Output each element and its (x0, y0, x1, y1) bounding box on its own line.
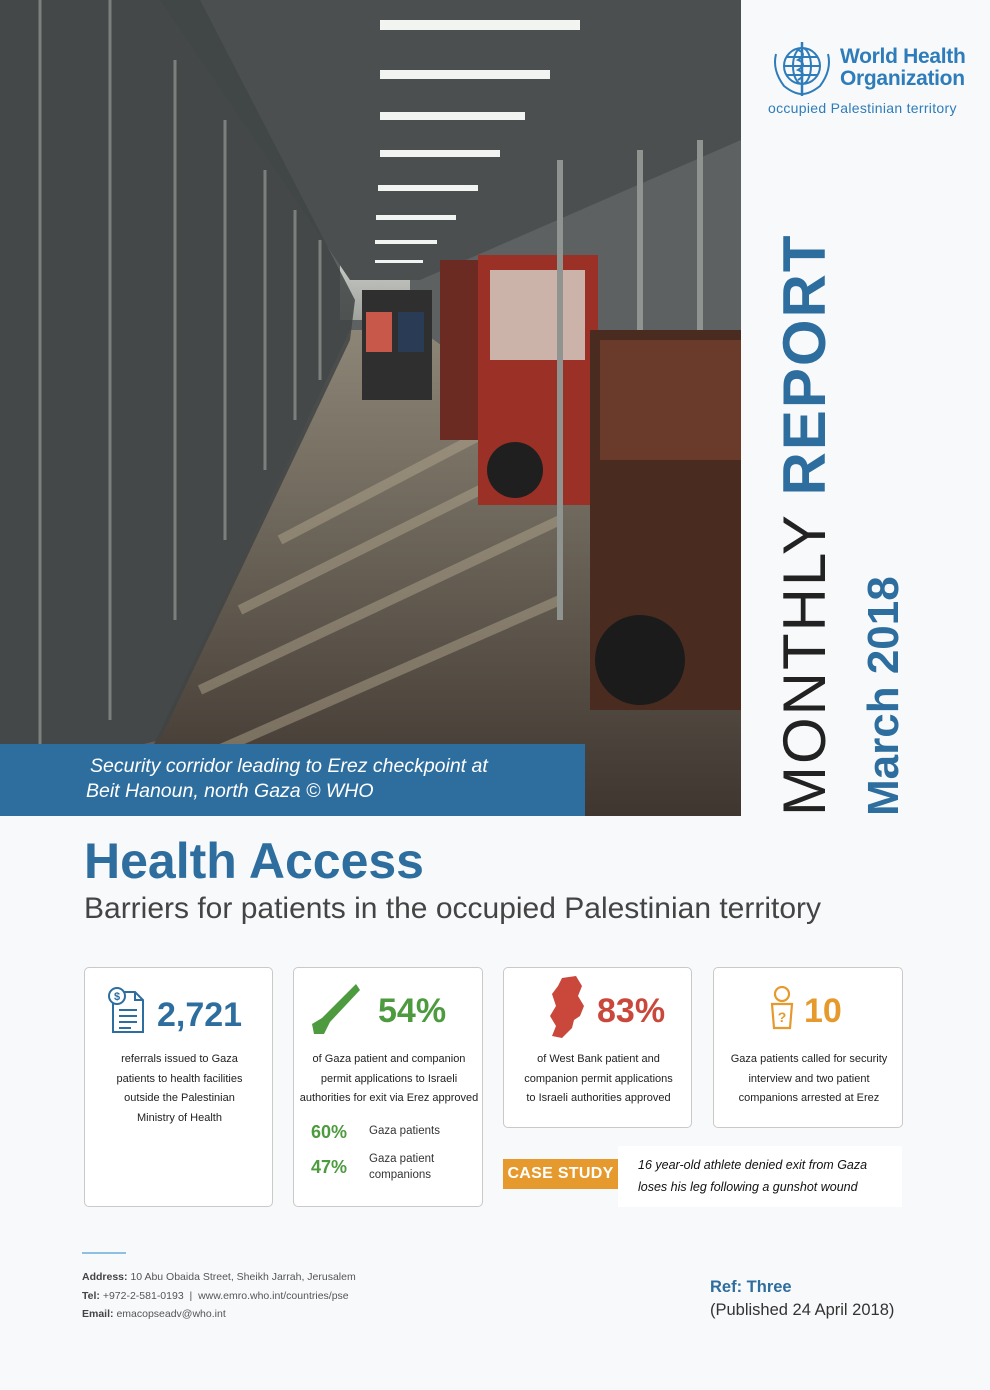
page-subtitle: Barriers for patients in the occupied Palestinian territory (84, 892, 822, 925)
breakdown-label: Gaza patients (369, 1125, 440, 1137)
report-word: REPORT (771, 233, 838, 496)
caption-line-2: Beit Hanoun, north Gaza © WHO (86, 780, 374, 802)
stat-card-referrals (84, 967, 273, 1207)
stat-value: 10 (804, 992, 842, 1030)
report-reference: Ref: Three (710, 1278, 792, 1296)
photo-caption (0, 744, 585, 816)
footer-tel: Tel: +972-2-581-0193 | www.emro.who.int/countries/pse (82, 1290, 349, 1302)
stat-value: 54% (378, 992, 447, 1030)
gaza-map-icon (310, 982, 362, 1043)
breakdown-label: Gaza patient companions (369, 1153, 435, 1181)
svg-text:?: ? (777, 1009, 787, 1025)
report-date: March 2018 (859, 576, 908, 816)
document-money-icon (107, 986, 147, 1041)
who-name-line-2: Organization (840, 67, 965, 90)
monthly-word: MONTHLY (771, 514, 838, 816)
svg-text:$: $ (113, 991, 121, 1003)
breakdown-value: 47% (311, 1157, 348, 1177)
page-title: Health Access (84, 833, 424, 889)
who-emblem-icon (768, 40, 836, 103)
footer-email: Email: emacopseadv@who.int (82, 1308, 226, 1320)
who-name-line-1: World Health (840, 45, 966, 68)
cover-photo (0, 0, 741, 816)
published-date: (Published 24 April 2018) (710, 1301, 895, 1319)
case-study-text: 16 year-old athlete denied exit from Gaza loses his leg following a gunshot wound (618, 1146, 902, 1207)
stat-value: 83% (597, 992, 666, 1030)
who-logo (768, 40, 968, 120)
stat-card-security-interviews (713, 967, 903, 1128)
who-subtitle: occupied Palestinian territory (768, 100, 957, 116)
person-question-icon (768, 986, 796, 1037)
stat-description: of West Bank patient and companion permit applications to Israeli authorities approved (524, 1053, 673, 1105)
breakdown-value: 60% (311, 1122, 348, 1142)
footer-divider (82, 1252, 126, 1254)
stat-description: of Gaza patient and companion permit applications to Israeli authorities for exit via Erez approved (299, 1053, 479, 1105)
stat-description: Gaza patients called for security interview and two patient companions arrested at Erez (730, 1053, 888, 1105)
footer-address: Address: 10 Abu Obaida Street, Sheikh Jarrah, Jerusalem (82, 1271, 356, 1283)
monthly-report-title (771, 233, 838, 816)
case-study-badge: CASE STUDY (503, 1159, 618, 1189)
stat-card-west-bank-approvals (503, 967, 692, 1128)
stat-value: 2,721 (157, 996, 243, 1034)
stat-card-gaza-approvals (293, 967, 483, 1207)
caption-line-1: Security corridor leading to Erez checkpoint at (90, 755, 488, 777)
west-bank-map-icon (548, 976, 588, 1045)
stat-description: referrals issued to Gaza patients to health facilities outside the Palestinian Ministry of Health (116, 1053, 243, 1124)
